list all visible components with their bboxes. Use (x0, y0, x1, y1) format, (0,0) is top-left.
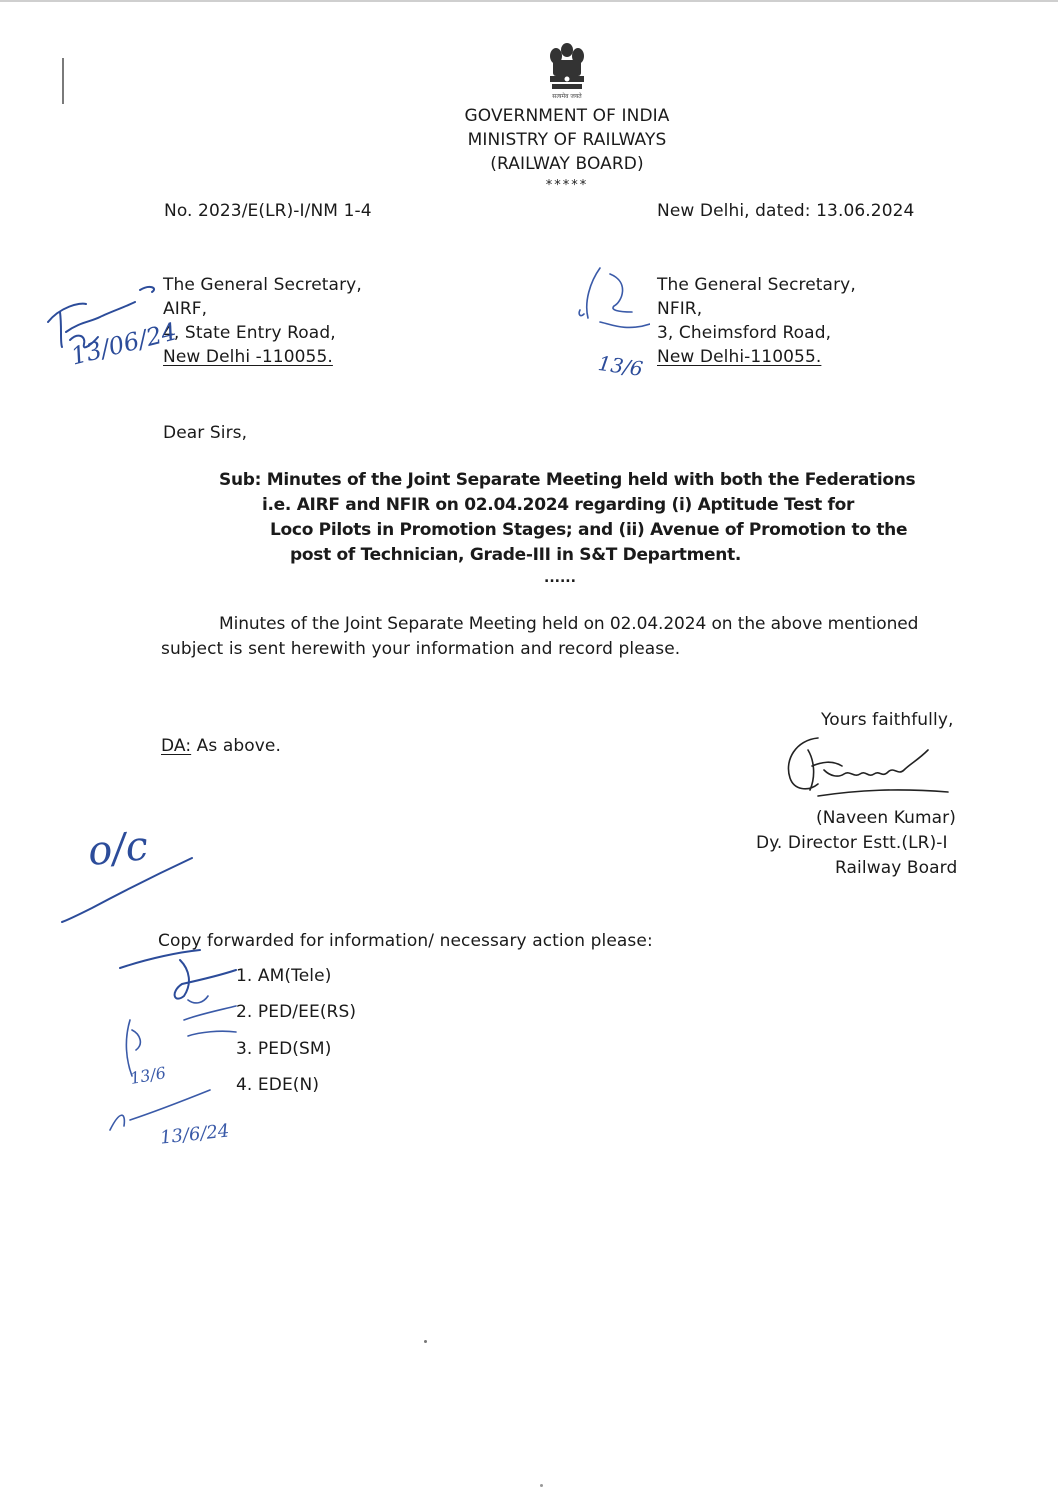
addressee-airf-org: AIRF, (163, 299, 208, 319)
margin-mark (62, 58, 64, 104)
letter-date: New Delhi, dated: 13.06.2024 (657, 201, 915, 221)
copy-handwritten-date-1: 13/6 (128, 1063, 168, 1088)
top-edge-line (0, 0, 1058, 2)
addressee-airf-street: 4, State Entry Road, (163, 323, 336, 343)
scan-speck (540, 1484, 543, 1487)
nfir-receipt-date: 13/6 (596, 350, 645, 382)
addressee-nfir-street: 3, Cheimsford Road, (657, 323, 832, 343)
emblem-motto: सत्यमेव जयते (552, 93, 582, 100)
enclosure-note (161, 734, 281, 758)
enclosure-text: As above. (191, 736, 281, 756)
header-stars: ***** (545, 178, 589, 193)
subject-line-2: i.e. AIRF and NFIR on 02.04.2024 regarding (i) Aptitude Test for (262, 495, 855, 515)
subject-line-1: Sub: Minutes of the Joint Separate Meeting held with both the Federations (219, 470, 916, 490)
signature-naveen-kumar (778, 730, 958, 802)
body-line-2: subject is sent herewith your information and record please. (161, 639, 681, 659)
subject-separator: ...... (544, 570, 576, 586)
reference-number: No. 2023/E(LR)-I/NM 1-4 (164, 201, 372, 221)
closing-yours-faithfully: Yours faithfully, (821, 710, 954, 730)
ok-note: o/c (85, 822, 151, 876)
copy-handwriting-strokes (100, 940, 240, 1140)
addressee-airf (163, 273, 362, 369)
salutation: Dear Sirs, (163, 423, 248, 443)
header-ministry: MINISTRY OF RAILWAYS (467, 130, 667, 150)
copy-item-2: 2. PED/EE(RS) (236, 1002, 357, 1022)
copy-item-1: 1. AM(Tele) (236, 966, 332, 986)
subject-line-4: post of Technician, Grade-III in S&T Department. (290, 545, 742, 565)
addressee-nfir-org: NFIR, (657, 299, 703, 319)
scan-speck (424, 1340, 427, 1343)
enclosure-label: DA: (161, 736, 192, 756)
signatory-designation: Dy. Director Estt.(LR)-I (756, 833, 948, 853)
copy-handwritten-date-2: 13/6/24 (159, 1120, 231, 1149)
copy-item-4: 4. EDE(N) (236, 1075, 320, 1095)
subject-line-3: Loco Pilots in Promotion Stages; and (ii) Avenue of Promotion to the (270, 520, 908, 540)
airf-receipt-date: 13/06/24 (68, 317, 180, 371)
signatory-name: (Naveen Kumar) (816, 808, 956, 828)
copy-item-3: 3. PED(SM) (236, 1039, 332, 1059)
addressee-airf-city: New Delhi -110055. (163, 347, 333, 367)
ok-note-stroke (52, 852, 202, 932)
copy-intro: Copy forwarded for information/ necessary action please: (158, 931, 653, 951)
header-government: GOVERNMENT OF INDIA (464, 106, 670, 126)
addressee-nfir (657, 273, 856, 369)
addressee-nfir-title: The General Secretary, (657, 275, 856, 295)
signatory-office: Railway Board (835, 858, 958, 878)
addressee-airf-title: The General Secretary, (163, 275, 362, 295)
header-board: (RAILWAY BOARD) (490, 154, 644, 174)
body-line-1: Minutes of the Joint Separate Meeting held on 02.04.2024 on the above mentioned (219, 614, 919, 634)
addressee-nfir-city: New Delhi-110055. (657, 347, 822, 367)
national-emblem (541, 40, 593, 106)
